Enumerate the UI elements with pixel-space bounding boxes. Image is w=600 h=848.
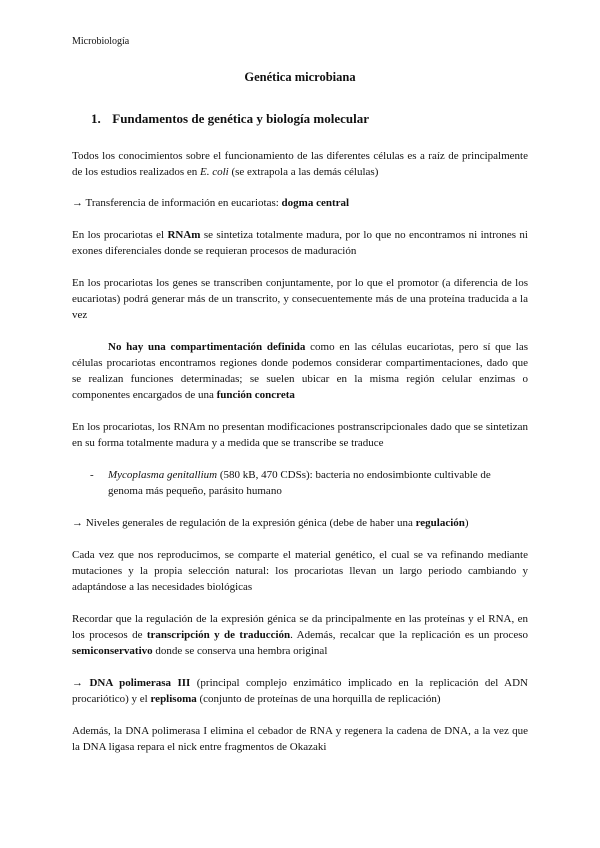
bold-text: regulación (415, 517, 465, 529)
text: (580 kB, 470 CDSs): bacteria no endosimbionte cultivable de genoma más pequeño, parásito humano (108, 469, 491, 497)
text: como en las células eucariotas, pero sí que las células procariotas encontramos regiones donde podemos considerar compartimentaciones, dado que se realizan funciones determinadas; se suelen ubicar en la misma región celular enzimas o componentes encargados de una (72, 341, 528, 401)
paragraph-2 (72, 195, 528, 211)
document-title: Genética microbiana (244, 70, 356, 84)
section-number: 1. (91, 111, 101, 126)
text: → (72, 677, 90, 689)
text: → Niveles generales de regulación de la expresión génica (debe de haber una (72, 517, 416, 529)
paragraph-1 (72, 148, 528, 180)
paragraph-6: En los procariotas, los RNAm no presentan modificaciones postranscripcionales dado que se sintetizan en su forma totalmente madura y a medida que se transcribe se traduce (72, 421, 528, 449)
paragraph-8: Cada vez que nos reproducimos, se comparte el material genético, el cual se va refinando mediante mutaciones y la propia selección natural: los procariotas llevan un largo periodo cambiando y adaptándose a las necesidades biológicas (72, 549, 528, 593)
text: . Además, recalcar que la replicación es un proceso (290, 629, 528, 641)
text: → Transferencia de información en eucariotas: (72, 197, 282, 209)
paragraph-7 (72, 515, 528, 531)
bold-text: transcripción y de traducción (146, 629, 291, 641)
section-heading (91, 111, 369, 127)
bold-text: DNA polimerasa III (89, 677, 191, 689)
text: Recordar que la regulación de la expresión génica se da principalmente en las proteínas y el RNA, en los procesos de (72, 613, 528, 641)
bold-text: semiconservativo (72, 645, 153, 657)
paragraph-9 (72, 611, 528, 659)
bold-text: dogma central (281, 197, 350, 209)
paragraph-4: En los procariotas los genes se transcriben conjuntamente, por lo que el promotor (a diferencia de los eucariotas) podrá generar más de un transcrito, y consecuentemente más de una proteína traducida a la vez (72, 277, 528, 321)
text: (conjunto de proteínas de una horquilla de replicación) (196, 693, 441, 705)
text: En los procariotas el (72, 229, 168, 241)
bold-text: función concreta (216, 389, 295, 401)
text: (principal complejo enzimático implicado en la replicación del ADN procariótico) y el (72, 677, 528, 705)
paragraph-11: Además, la DNA polimerasa I elimina el cebador de RNA y regenera la cadena de DNA, a la vez que la DNA ligasa repara el nick entre fragmentos de Okazaki (72, 725, 528, 753)
bold-text: RNAm (167, 229, 201, 241)
paragraph-3 (72, 227, 528, 259)
text: donde se conserva una hembra original (152, 645, 328, 657)
list-dash: - (90, 469, 94, 481)
bold-text: replisoma (150, 693, 197, 705)
section-title: Fundamentos de genética y biología molecular (112, 111, 369, 126)
list-item (90, 467, 528, 499)
italic-text: E. coli (200, 166, 229, 178)
text: se sintetiza totalmente madura, por lo que no encontramos ni intrones ni exones diferenciales donde se requieran procesos de maduración (72, 229, 528, 257)
text: ) (464, 517, 469, 529)
text: (se extrapola a las demás células) (228, 166, 379, 178)
italic-text: Mycoplasma genitallium (108, 469, 218, 481)
list-item-text (108, 467, 528, 499)
page-header: Microbiología (72, 36, 130, 47)
text: Todos los conocimientos sobre el funcionamiento de las diferentes células es a raíz de principalmente de los estudios realizados en (72, 150, 528, 178)
paragraph-10 (72, 675, 528, 707)
bold-text: No hay una compartimentación definida (108, 341, 306, 353)
paragraph-5 (72, 339, 528, 403)
